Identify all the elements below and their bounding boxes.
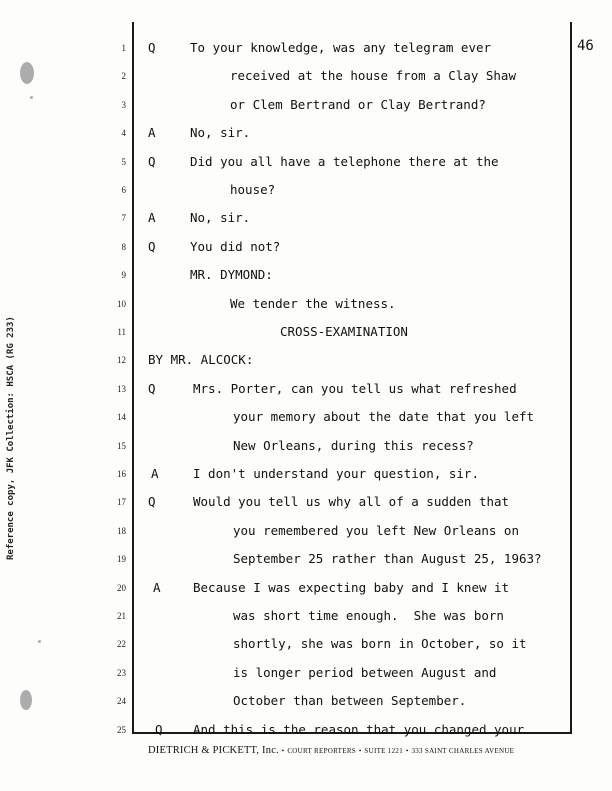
line-number: 23 <box>117 667 126 678</box>
transcript-line <box>0 636 612 664</box>
line-number: 10 <box>117 298 126 309</box>
footer-address: 333 SAINT CHARLES AVENUE <box>411 747 515 755</box>
line-number: 11 <box>117 327 126 337</box>
line-text: We tender the witness. <box>230 295 396 311</box>
transcript-line <box>0 97 612 125</box>
transcript-line <box>0 665 612 693</box>
line-text: And this is the reason that you changed your <box>193 721 525 737</box>
line-text: house? <box>230 182 276 197</box>
speaker-marker: Q <box>148 153 156 169</box>
transcript-line <box>0 324 612 352</box>
transcript-line <box>0 580 612 608</box>
line-text: your memory about the date that you left <box>233 409 535 425</box>
line-text: you remembered you left New Orleans on <box>233 522 519 538</box>
transcript-line <box>0 267 612 295</box>
line-number: 14 <box>117 412 126 423</box>
line-text: Mrs. Porter, can you tell us what refreshed <box>193 380 517 396</box>
line-number: 9 <box>121 270 126 281</box>
line-text: MR. DYMOND: <box>190 267 273 283</box>
transcript-line <box>0 296 612 324</box>
line-text: No, sir. <box>190 210 251 226</box>
speaker-marker: Q <box>148 494 156 510</box>
line-text: Would you tell us why all of a sudden that <box>193 494 510 510</box>
line-number: 8 <box>121 241 126 252</box>
line-text: You did not? <box>190 238 281 254</box>
line-number: 20 <box>117 582 126 593</box>
transcript-line <box>0 125 612 153</box>
speaker-marker: A <box>148 210 156 226</box>
line-text: No, sir. <box>190 125 251 141</box>
transcript-line <box>0 154 612 182</box>
line-text: I don't understand your question, sir. <box>193 466 479 481</box>
transcript-line <box>0 693 612 721</box>
speaker-marker: A <box>148 125 156 141</box>
line-number: 5 <box>121 156 126 167</box>
transcript-line <box>0 438 612 466</box>
line-text: New Orleans, during this recess? <box>233 437 474 453</box>
transcript-line <box>0 40 612 68</box>
line-number: 16 <box>117 469 126 479</box>
line-number: 25 <box>117 724 126 735</box>
speaker-marker: Q <box>155 721 163 737</box>
line-text: BY MR. ALCOCK: <box>148 352 254 368</box>
line-text: Did you all have a telephone there at the <box>190 153 499 169</box>
line-text: is longer period between August and <box>233 664 497 680</box>
transcript-line <box>0 239 612 267</box>
line-text: September 25 rather than August 25, 1963? <box>233 551 542 567</box>
footer-suite: SUITE 1221 <box>364 747 404 755</box>
page-number: 46 <box>577 38 594 54</box>
footer-separator: • <box>358 747 362 755</box>
speaker-marker: A <box>153 579 161 595</box>
line-text: CROSS-EXAMINATION <box>280 324 408 339</box>
line-number: 6 <box>121 185 126 195</box>
speaker-marker: Q <box>148 238 156 254</box>
footer-separator: • <box>281 747 285 755</box>
line-number: 2 <box>121 71 126 82</box>
line-number: 4 <box>121 128 126 139</box>
line-text: To your knowledge, was any telegram ever <box>190 40 492 55</box>
line-number: 15 <box>117 440 126 451</box>
speaker-marker: Q <box>148 380 156 396</box>
transcript-line <box>0 352 612 380</box>
reporter-footer <box>148 745 568 756</box>
line-number: 17 <box>117 497 126 508</box>
transcript-line <box>0 210 612 238</box>
transcript-line <box>0 68 612 96</box>
line-text: was short time enough. She was born <box>233 608 504 623</box>
speaker-marker: A <box>151 466 159 481</box>
transcript-line <box>0 551 612 579</box>
line-number: 21 <box>117 611 126 621</box>
line-text: received at the house from a Clay Shaw <box>230 68 516 84</box>
transcript-line <box>0 466 612 494</box>
line-number: 1 <box>121 43 126 53</box>
line-number: 24 <box>117 696 126 707</box>
footer-company: DIETRICH & PICKETT, Inc. <box>148 745 279 756</box>
line-number: 13 <box>117 383 126 394</box>
line-number: 12 <box>117 355 126 366</box>
line-number: 18 <box>117 525 126 536</box>
line-number: 22 <box>117 639 126 650</box>
footer-separator: • <box>405 747 409 755</box>
transcript-line <box>0 523 612 551</box>
speaker-marker: Q <box>148 40 156 55</box>
line-text: or Clem Bertrand or Clay Bertrand? <box>230 96 486 112</box>
line-text: October than between September. <box>233 693 467 709</box>
footer-role: COURT REPORTERS <box>287 747 356 755</box>
transcript-line <box>0 381 612 409</box>
transcript-line <box>0 409 612 437</box>
line-text: shortly, she was born in October, so it <box>233 636 527 652</box>
line-number: 3 <box>121 99 126 110</box>
archive-side-stamp: Reference copy, JFK Collection: HSCA (RG 233) <box>6 316 16 560</box>
line-number: 19 <box>117 554 126 565</box>
transcript-line <box>0 182 612 210</box>
line-text: Because I was expecting baby and I knew it <box>193 579 510 595</box>
transcript-line <box>0 494 612 522</box>
transcript-line <box>0 608 612 636</box>
line-number: 7 <box>121 213 126 224</box>
